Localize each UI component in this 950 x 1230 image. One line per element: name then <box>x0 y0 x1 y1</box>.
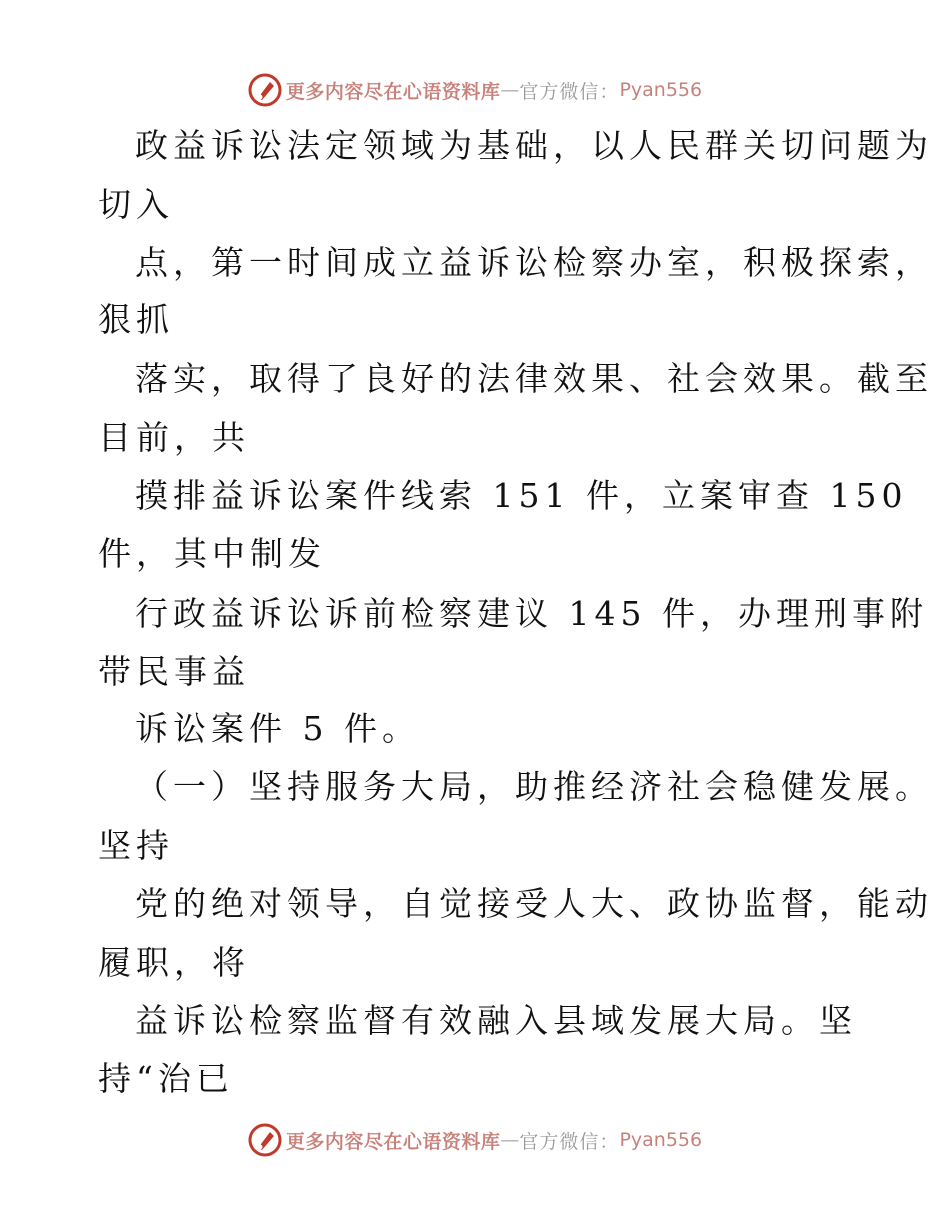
paragraph-line: 党的绝对领导，自觉接受人大、政协监督，能动 <box>135 884 933 923</box>
watermark-wechat-id: Pyan556 <box>619 79 703 101</box>
paragraph-line: 政益诉讼法定领域为基础，以人民群关切问题为 <box>135 126 933 165</box>
watermark-official-label: 官方微信： <box>519 80 620 103</box>
paragraph-line: 履职，将 <box>98 943 250 982</box>
section-heading-line: （一）坚持服务大局，助推经济社会稳健发展。 <box>135 767 933 806</box>
paragraph-line: 点，第一时间成立益诉讼检察办室，积极探索， <box>135 243 933 282</box>
paragraph-line: 目前，共 <box>98 418 250 457</box>
paragraph-line: 狠抓 <box>98 300 174 339</box>
watermark-main-text: 更多内容尽在心语资料库 <box>285 1130 501 1153</box>
watermark-official-label: 官方微信： <box>519 1130 620 1153</box>
header-watermark <box>0 70 950 110</box>
paragraph-line: 切入 <box>98 185 174 224</box>
paragraph-line: 诉讼案件 5 件。 <box>135 709 420 748</box>
paragraph-line: 落实，取得了良好的法律效果、社会效果。截至 <box>135 359 933 398</box>
watermark-dash: — <box>500 1129 520 1151</box>
paragraph-line: 坚持 <box>98 826 174 865</box>
paragraph-line: 益诉讼检察监督有效融入县域发展大局。坚 <box>135 1001 857 1040</box>
paragraph-line: 件，其中制发 <box>98 534 326 573</box>
paragraph-line: 摸排益诉讼案件线索 151 件，立案审查 150 <box>135 476 908 515</box>
paragraph-line: 带民事益 <box>98 652 250 691</box>
watermark-main-text: 更多内容尽在心语资料库 <box>285 80 501 103</box>
pen-nib-logo-icon <box>248 1123 282 1157</box>
paragraph-line: 持“治已 <box>98 1059 234 1098</box>
watermark-dash: — <box>500 79 520 101</box>
footer-watermark <box>0 1120 950 1160</box>
pen-nib-logo-icon <box>248 73 282 107</box>
paragraph-line: 行政益诉讼诉前检察建议 145 件，办理刑事附 <box>135 594 928 633</box>
watermark-wechat-id: Pyan556 <box>619 1129 703 1151</box>
